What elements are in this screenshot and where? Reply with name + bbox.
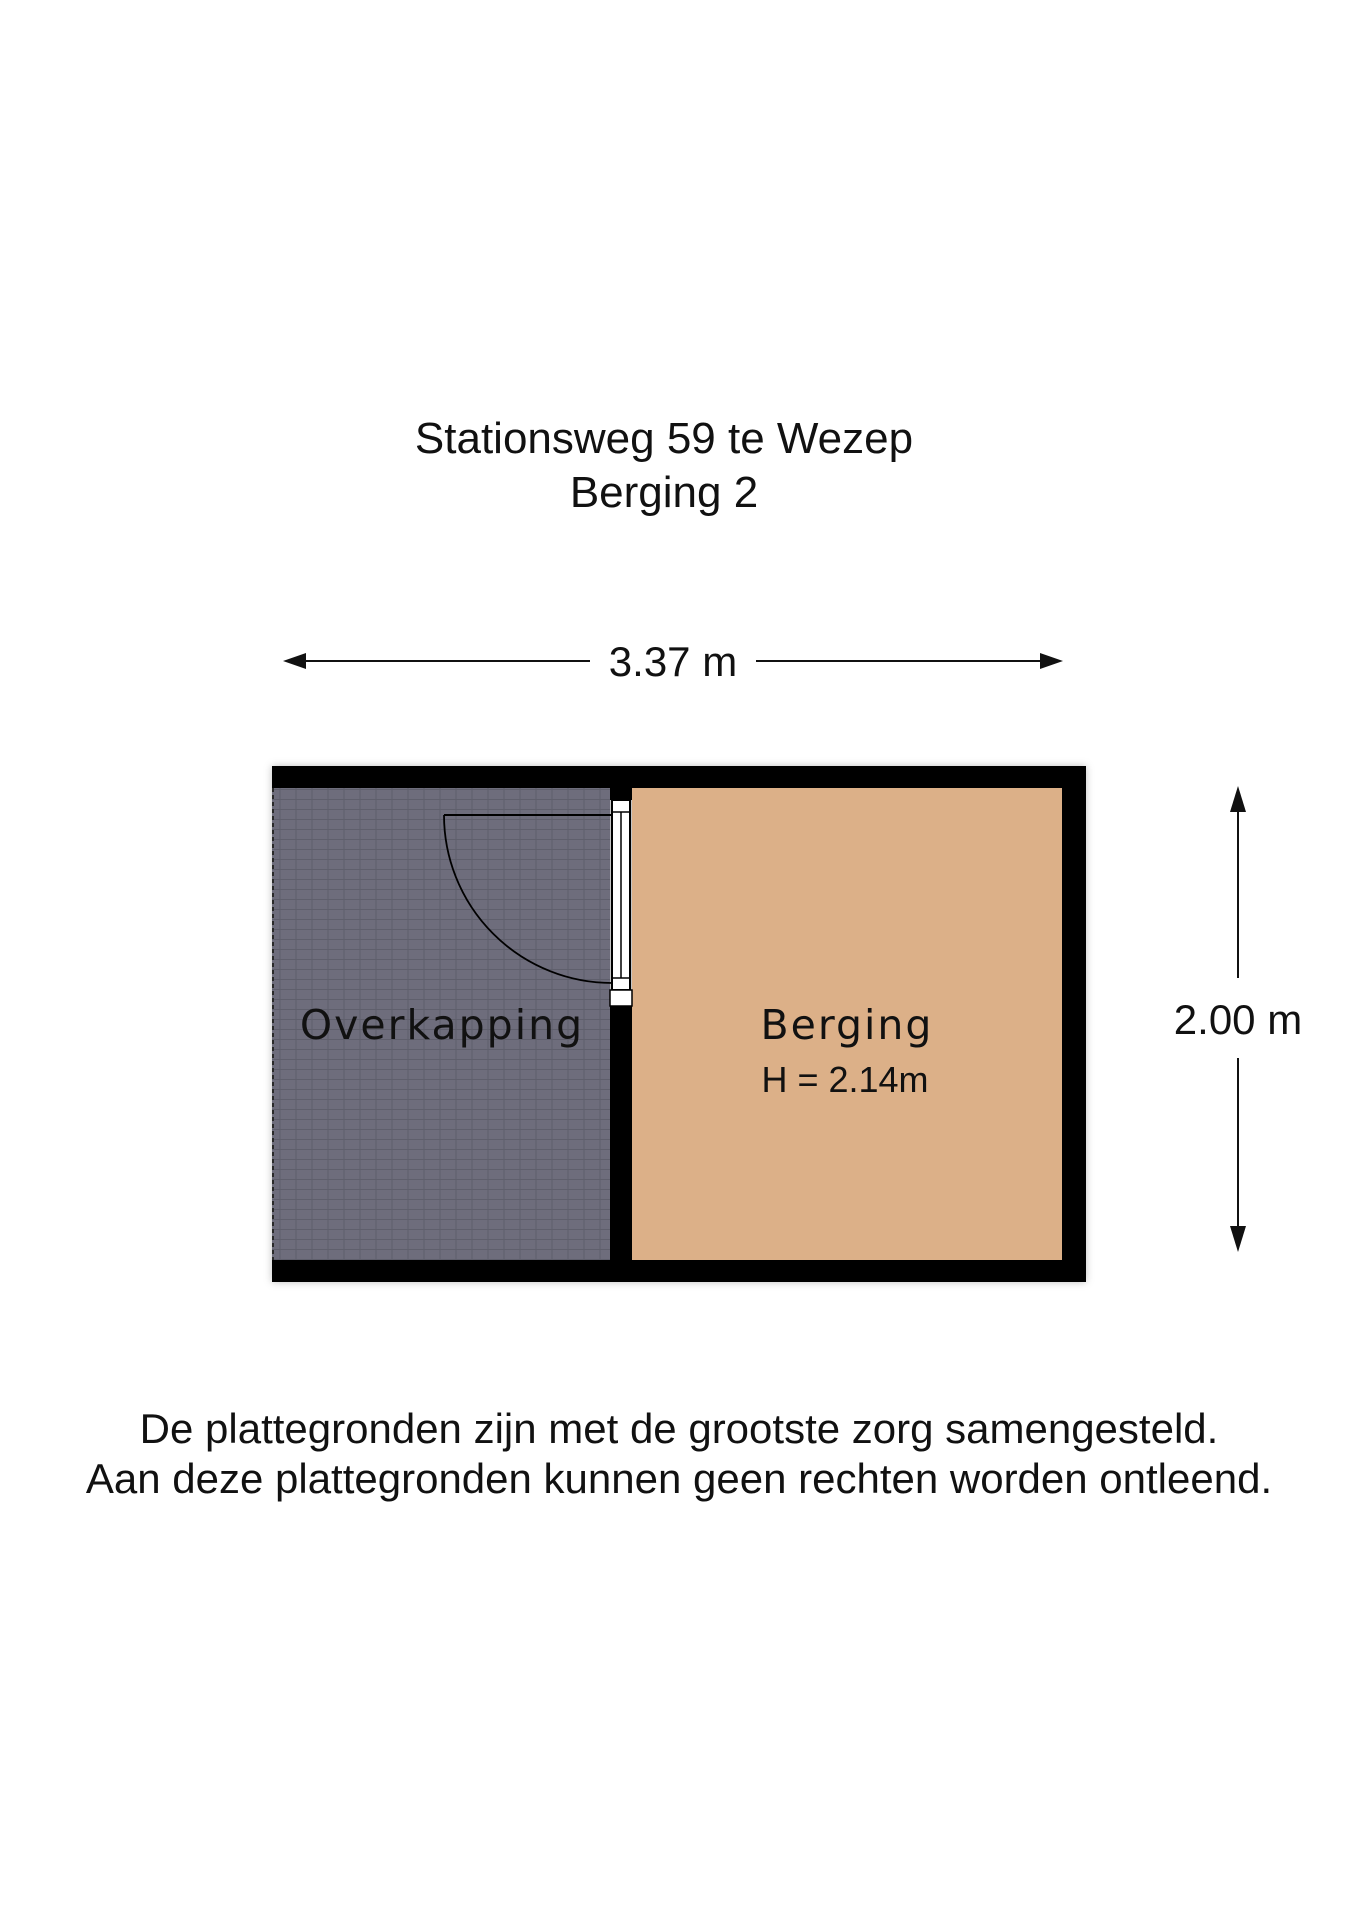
disclaimer-line-2: Aan deze plattegronden kunnen geen rechten worden ontleend. [85, 1455, 1273, 1502]
covered-area-label: Overkapping [299, 1001, 585, 1049]
wall-middle-top [610, 766, 632, 800]
width-dimension [283, 638, 1063, 685]
address-label: Stationsweg 59 te Wezep [414, 414, 914, 463]
arrow-up-icon [1230, 786, 1246, 812]
arrow-right-icon [1040, 653, 1063, 669]
disclaimer-line-1: De plattegronden zijn met de grootste zorg samengesteld. [139, 1405, 1219, 1452]
width-label: 3.37 m [608, 638, 738, 685]
storage-label: Berging [760, 1001, 934, 1049]
disclaimer [0, 1404, 1358, 1504]
depth-label: 2.00 m [1173, 996, 1303, 1043]
door-threshold [610, 990, 632, 1006]
arrow-down-icon [1230, 1226, 1246, 1252]
wall-right [1062, 766, 1086, 1282]
floor-label: Berging 2 [569, 468, 759, 517]
wall-top [272, 766, 1086, 788]
wall-bottom [272, 1260, 1086, 1282]
storage-height-label: H = 2.14m [761, 1059, 929, 1100]
wall-middle-bottom [610, 1006, 632, 1282]
depth-dimension [1174, 786, 1302, 1252]
arrow-left-icon [283, 653, 306, 669]
